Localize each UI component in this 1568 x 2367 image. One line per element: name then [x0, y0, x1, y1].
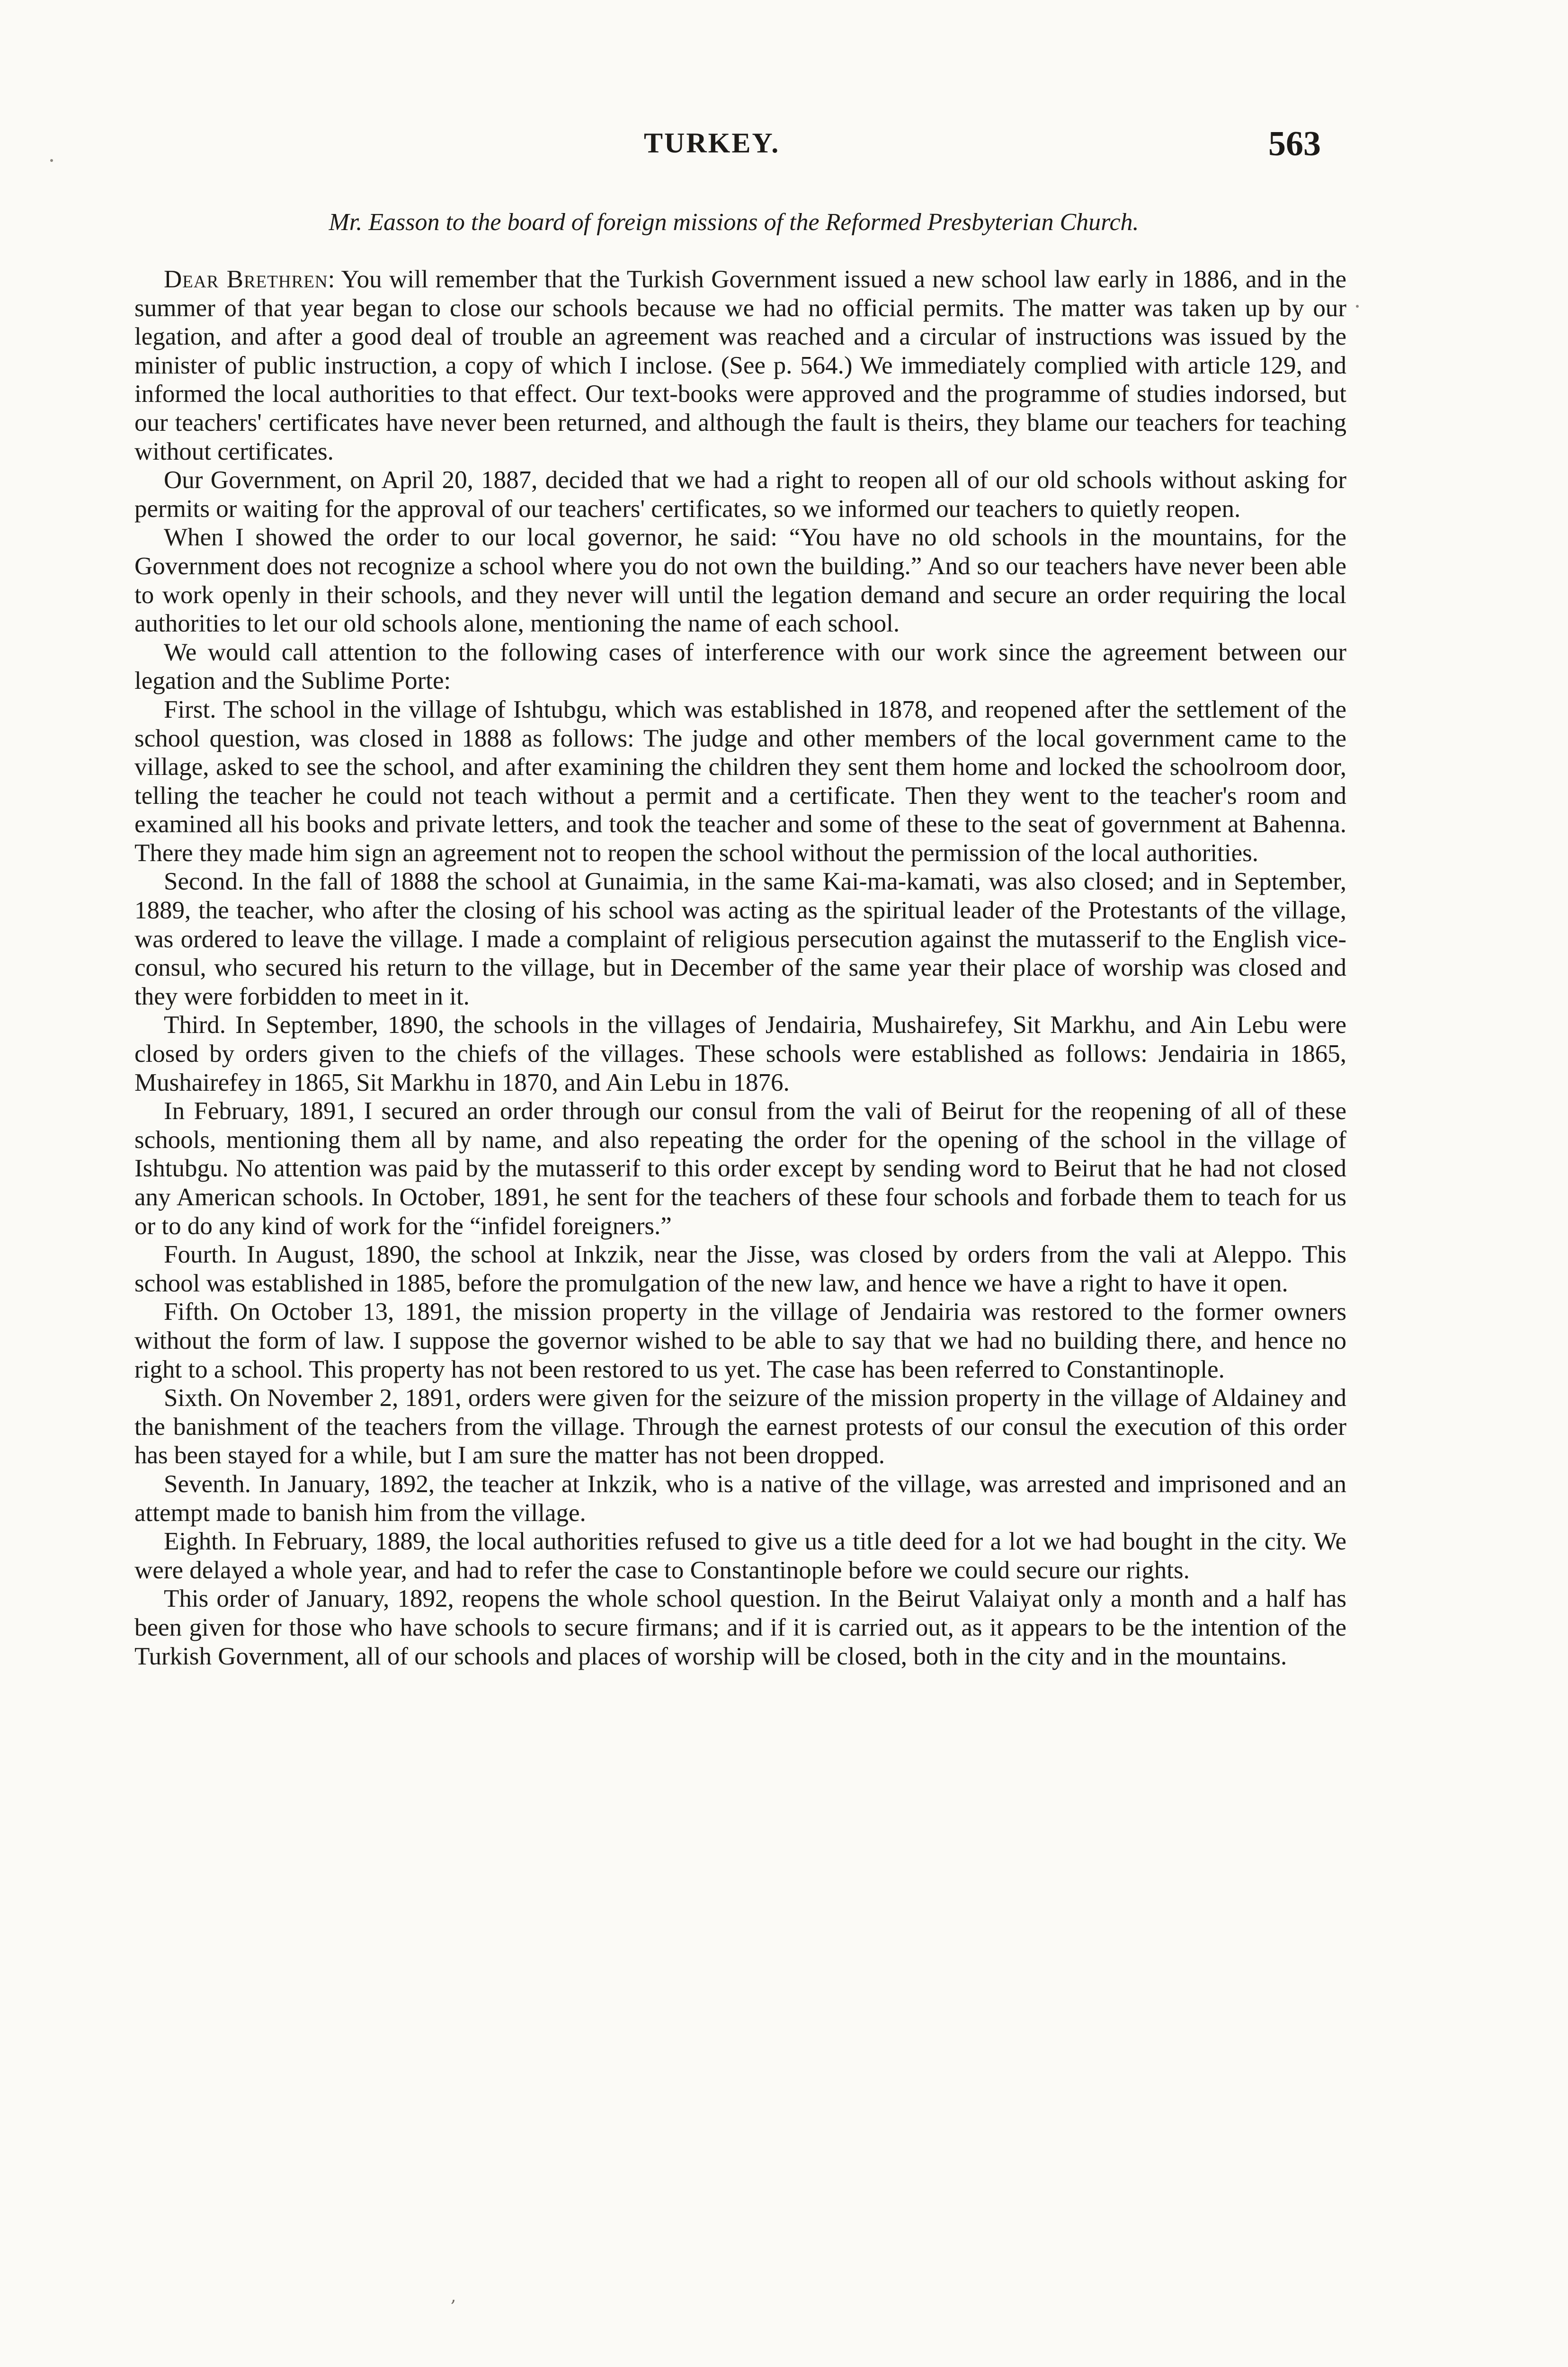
paragraph: Fourth. In August, 1890, the school at Inkzik, near the Jisse, was closed by orders from the vali at Aleppo. This school was established in 1885, before the promulgation of the new law, and hence we have a right to have it open.	[134, 1241, 1346, 1297]
margin-speck	[50, 159, 53, 162]
paragraph: Sixth. On November 2, 1891, orders were given for the seizure of the mission property in the village of Aldainey and the banishment of the teachers from the village. Through the earnest protests of our consul the execution of this order has been stayed for a while, but I am sure the matter has not been dropped.	[134, 1384, 1346, 1469]
paragraph: In February, 1891, I secured an order through our consul from the vali of Beirut for the reopening of all of these schools, mentioning them all by name, and also repeating the order for the opening of the school in the village of Ishtubgu. No attention was paid by the mutasserif to this order except by sending word to Beirut that he had not closed any American schools. In October, 1891, he sent for the teachers of these four schools and forbade them to teach for us or to do any kind of work for the “infidel foreigners.”	[134, 1097, 1346, 1240]
paragraph: Seventh. In January, 1892, the teacher at Inkzik, who is a native of the village, was arrested and imprisoned and an attempt made to banish him from the village.	[134, 1470, 1346, 1527]
running-head: TURKEY.	[644, 127, 780, 159]
paragraph: Third. In September, 1890, the schools in the villages of Jendairia, Mushairefey, Sit Markhu, and Ain Lebu were closed by orders given to the chiefs of the villages. These schools were established as follows: Jendairia in 1865, Mushairefey in 1865, Sit Markhu in 1870, and Ain Lebu in 1876.	[134, 1011, 1346, 1096]
page-number: 563	[1268, 125, 1321, 163]
paragraph-text: : You will remember that the Turkish Government issued a new school law early in 1886, and in the summer of that year began to close our schools because we had no official permits. The matter was taken up by our legation, and after a good deal of trouble an agreement was reached and a circular of instructions was issued by the minister of public instruction, a copy of which I inclose. (See p. 564.) We immediately complied with article 129, and informed the local authorities to that effect. Our text-books were approved and the programme of studies indorsed, but our teachers' certificates have never been returned, and although the fault is theirs, they blame our teachers for teaching without certificates.	[134, 266, 1346, 465]
paragraph: This order of January, 1892, reopens the whole school question. In the Beirut Valaiyat only a month and a half has been given for those who have schools to secure firmans; and if it is carried out, as it appears to be the intention of the Turkish Government, all of our schools and places of worship will be closed, both in the city and in the mountains.	[134, 1585, 1346, 1670]
letter-title: Mr. Easson to the board of foreign missions of the Reformed Presbyterian Church.	[329, 209, 1139, 236]
salutation: Dear Brethren	[164, 266, 328, 293]
paragraph: Eighth. In February, 1889, the local authorities refused to give us a title deed for a lot we had bought in the city. We were delayed a whole year, and had to refer the case to Constantinople before we could secure our rights.	[134, 1528, 1346, 1584]
page-mark: ,	[451, 2287, 456, 2306]
paragraph	[134, 265, 1346, 466]
paragraph: Our Government, on April 20, 1887, decided that we had a right to reopen all of our old schools without asking for permits or waiting for the approval of our teachers' certificates, so we informed our teachers to quietly reopen.	[134, 466, 1346, 523]
page-header	[0, 127, 1568, 165]
paragraph: Fifth. On October 13, 1891, the mission property in the village of Jendairia was restored to the former owners without the form of law. I suppose the governor wished to be able to say that we had no building there, and hence no right to a school. This property has not been restored to us yet. The case has been referred to Constantinople.	[134, 1298, 1346, 1383]
paragraph: When I showed the order to our local governor, he said: “You have no old schools in the mountains, for the Government does not recognize a school where you do not own the building.” And so our teachers have never been able to work openly in their schools, and they never will until the legation demand and secure an order requiring the local authorities to let our old schools alone, mentioning the name of each school.	[134, 524, 1346, 638]
paragraph: Second. In the fall of 1888 the school at Gunaimia, in the same Kai-ma-kamati, was also closed; and in September, 1889, the teacher, who after the closing of his school was acting as the spiritual leader of the Protestants of the village, was ordered to leave the village. I made a complaint of religious persecution against the mutasserif to the English vice-consul, who secured his return to the village, but in December of the same year their place of worship was closed and they were forbidden to meet in it.	[134, 868, 1346, 1010]
paragraph: First. The school in the village of Ishtubgu, which was established in 1878, and reopened after the settlement of the school question, was closed in 1888 as follows: The judge and other members of the local government came to the village, asked to see the school, and after examining the children they sent them home and locked the schoolroom door, telling the teacher he could not teach without a permit and a certificate. Then they went to the teacher's room and examined all his books and private letters, and took the teacher and some of these to the seat of government at Bahenna. There they made him sign an agreement not to reopen the school without the permission of the local authorities.	[134, 695, 1346, 867]
paragraph: We would call attention to the following cases of interference with our work since the agreement between our legation and the Sublime Porte:	[134, 638, 1346, 695]
letter-body	[134, 265, 1346, 1671]
margin-speck	[1356, 305, 1359, 308]
